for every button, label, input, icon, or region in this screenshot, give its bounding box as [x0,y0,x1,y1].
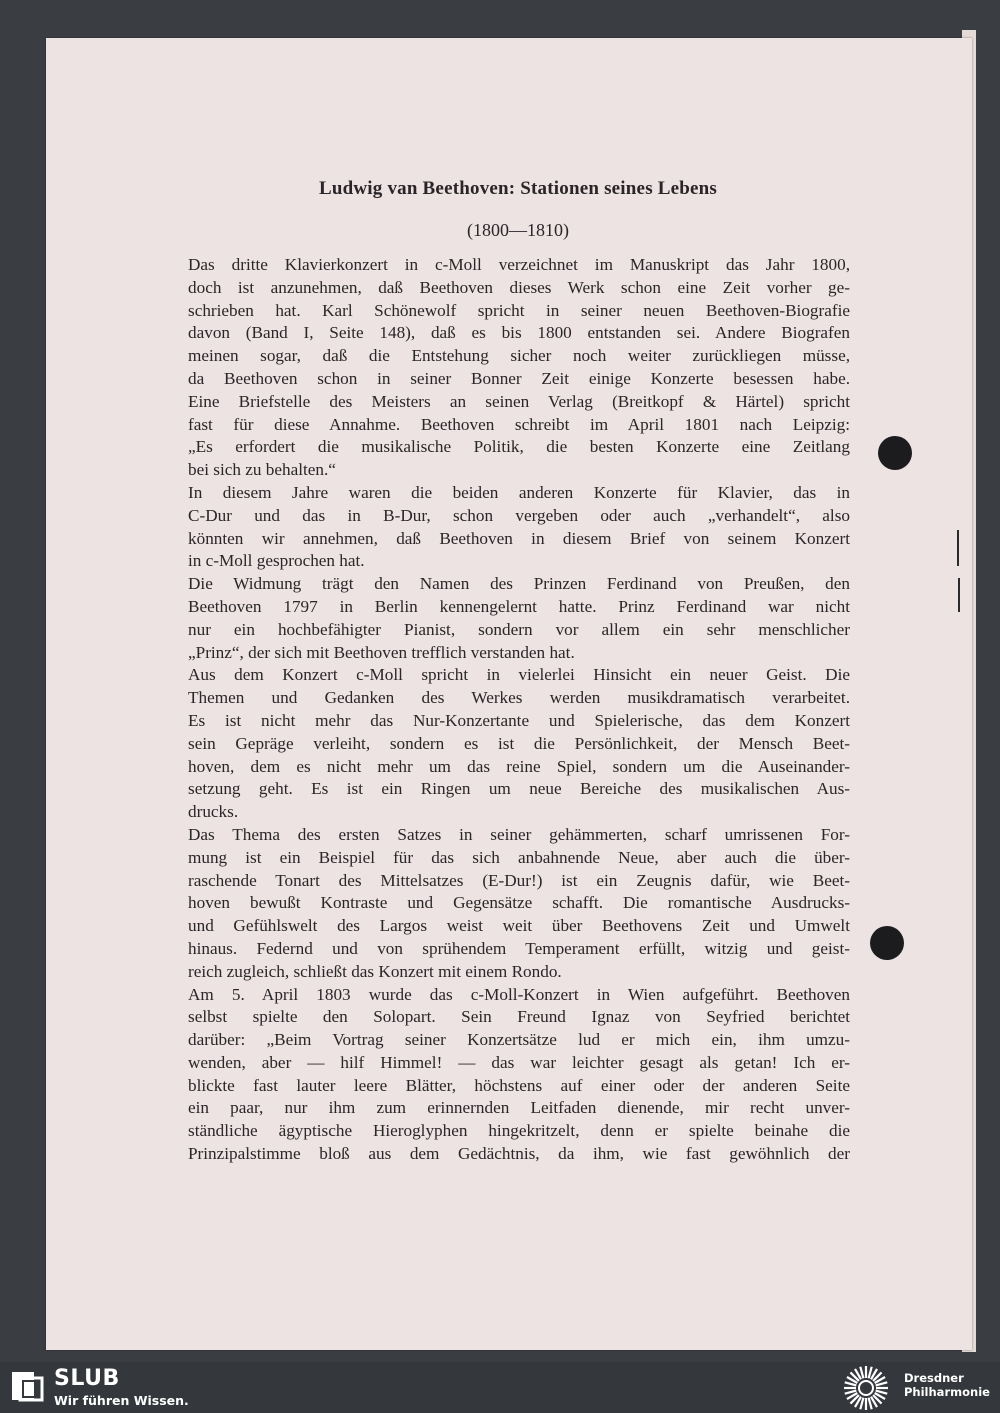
text-line: da Beethoven schon in seiner Bonner Zeit einige Konzerte besessen habe. [188,368,850,388]
text-line: „Prinz“, der sich mit Beethoven trefflich verstanden hat. [188,642,575,662]
page-subtitle: (1800—1810) [467,220,569,240]
text-line: meinen sogar, daß die Entstehung sicher noch weiter zurückliegen müsse, [188,346,850,366]
body-text [188,254,850,1166]
text-line: doch ist anzunehmen, daß Beethoven dieses Werk schon eine Zeit vorher ge- [188,277,850,297]
philharmonie-name-line2: Philharmonie [904,1385,990,1399]
text-line: sein Gepräge verleiht, sondern es ist die Persönlichkeit, der Mensch Beet- [188,733,850,753]
text-line: Am 5. April 1803 wurde das c-Moll-Konzert in Wien aufgeführt. Beethoven [188,984,850,1004]
text-line: hoven bewußt Kontraste und Gegensätze schafft. Die romantische Ausdrucks- [188,893,850,913]
text-line: Beethoven 1797 in Berlin kennengelernt hatte. Prinz Ferdinand war nicht [188,596,850,616]
slub-logo-icon [10,1368,46,1404]
crease-mark [958,578,960,612]
text-line: setzung geht. Es ist ein Ringen um neue Bereiche des musikalischen Aus- [188,779,850,799]
text-line: und Gefühlswelt des Largos weist weit über Beethovens Zeit und Umwelt [188,916,850,936]
text-line: fast für diese Annahme. Beethoven schreibt im April 1801 nach Leipzig: [188,414,850,434]
text-line: mung ist ein Beispiel für das sich anbahnende Neue, aber auch die über- [188,847,850,867]
text-line: ein paar, nur ihm zum erinnernden Leitfaden dienende, mir recht unver- [188,1098,850,1118]
text-line: selbst spielte den Solopart. Sein Freund Ignaz von Seyfried berichtet [188,1007,850,1027]
slub-name: SLUB [54,1366,120,1391]
text-line: hinaus. Federnd und von sprühendem Temperament erfüllt, witzig und geist- [188,938,850,958]
text-line: darüber: „Beim Vortrag seiner Konzertsätze lud er mich ein, ihm umzu- [188,1030,850,1050]
text-line: Das dritte Klavierkonzert in c-Moll verzeichnet im Manuskript das Jahr 1800, [188,255,850,274]
punch-hole-icon [878,436,912,470]
slub-tagline: Wir führen Wissen. [54,1393,189,1408]
text-line: C-Dur und das in B-Dur, schon vergeben oder auch „verhandelt“, also [188,505,850,525]
text-line: Themen und Gedanken des Werkes werden musikdramatisch verarbeitet. [188,688,850,708]
text-line: Die Widmung trägt den Namen des Prinzen Ferdinand von Preußen, den [188,574,850,594]
text-line: schrieben hat. Karl Schönewolf spricht in seiner neuen Beethoven-Biografie [188,300,850,320]
text-line: drucks. [188,802,239,822]
text-line: Prinzipalstimme bloß aus dem Gedächtnis, da ihm, wie fast gewöhnlich der [188,1144,850,1164]
text-line: ständliche ägyptische Hieroglyphen hingekritzelt, denn er spielte beinahe die [188,1121,850,1141]
page-title: Ludwig van Beethoven: Stationen seines Lebens [318,178,718,199]
text-line: Eine Briefstelle des Meisters an seinen Verlag (Breitkopf & Härtel) spricht [188,391,850,411]
text-line: bei sich zu behalten.“ [188,460,336,480]
text-line: nur ein hochbefähigter Pianist, sondern vor allem ein sehr menschlicher [188,619,850,639]
text-line: blickte fast lauter leere Blätter, höchstens auf einer oder der anderen Seite [188,1075,850,1095]
text-line: in c-Moll gesprochen hat. [188,551,365,571]
philharmonie-logo-icon [842,1364,890,1412]
philharmonie-name [904,1371,990,1399]
text-line: In diesem Jahre waren die beiden anderen Konzerte für Klavier, das in [188,482,850,502]
punch-hole-icon [870,926,904,960]
footer-bar [0,1362,1000,1413]
text-line: wenden, aber — hilf Himmel! — das war leichter gesagt als getan! Ich er- [188,1052,850,1072]
text-line: „Es erfordert die musikalische Politik, die besten Konzerte eine Zeitlang [188,437,850,457]
crease-mark [957,530,959,566]
text-line: Das Thema des ersten Satzes in seiner gehämmerten, scharf umrissenen For- [188,824,850,844]
philharmonie-name-line1: Dresdner [904,1371,964,1385]
text-line: raschende Tonart des Mittelsatzes (E-Dur!) ist ein Zeugnis dafür, wie Beet- [188,870,850,890]
text-line: Es ist nicht mehr das Nur-Konzertante und Spielerische, das dem Konzert [188,710,850,730]
text-line: Aus dem Konzert c-Moll spricht in vielerlei Hinsicht ein neuer Geist. Die [188,665,850,685]
text-line: hoven, dem es nicht mehr um das reine Spiel, sondern um die Auseinander- [188,756,850,776]
text-line: davon (Band I, Seite 148), daß es bis 1800 entstanden sei. Andere Biografen [188,323,850,343]
text-line: reich zugleich, schließt das Konzert mit einem Rondo. [188,961,562,981]
text-line: könnten wir annehmen, daß Beethoven in diesem Brief von seinem Konzert [188,528,850,548]
